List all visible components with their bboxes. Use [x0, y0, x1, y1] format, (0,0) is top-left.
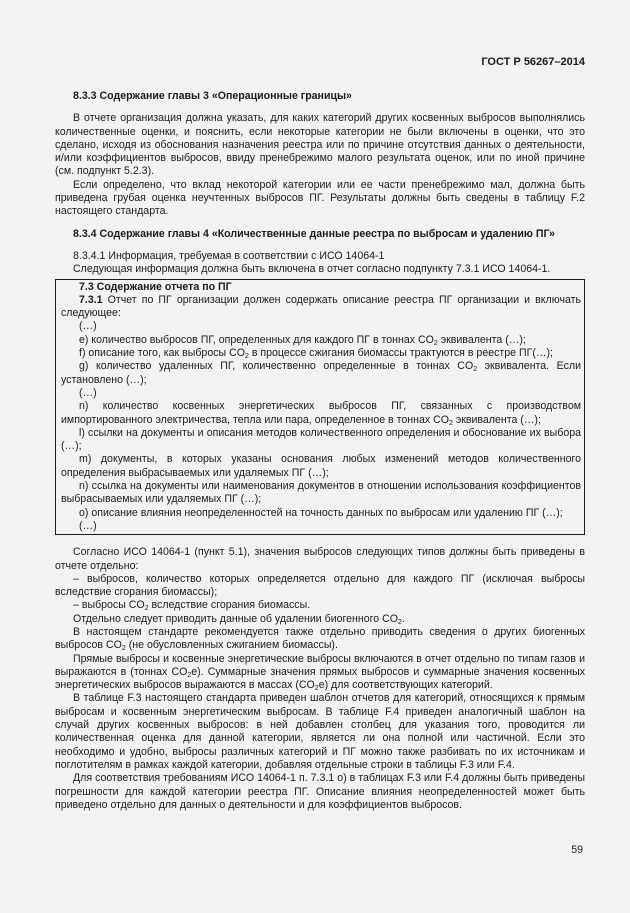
paragraph: В таблице F.3 настоящего стандарта приведен шаблон отчетов для категорий, относящихся к прямым выбросам и косвенным энергетическим выбросам. В таблице F.4 приведен аналогичный шаблон на случай других косвенных выбросов: в ней добавлен столбец для указания того, проводится ли количественная оценка для данной категории, является ли она полной или частичной. Если это необходимо и удобно, выбросы различных категорий и ПГ можно также разбивать по их источникам и поглотителям в рамках каждой категории, добавляя отдельные строки в таблицы F.3 или F.4.: [55, 692, 585, 771]
list-item-f: f) описание того, как выбросы $CO_2$ в процессе сжигания биомассы трактуются в реестре ПГ(…);: [79, 347, 553, 361]
list-item-e: е) количество выбросов ПГ, определенных для каждого ПГ в тоннах $CO_2$ эквивалента (…);: [79, 333, 526, 347]
quote-box: [55, 279, 585, 536]
ellipsis: (…): [79, 320, 97, 333]
page-number: 59: [571, 844, 583, 856]
paragraph: Согласно ИСО 14064-1 (пункт 5.1), значения выбросов следующих типов должны быть приведены в отчете отдельно:: [55, 546, 585, 572]
quote-lead-number: 7.3.1: [79, 293, 103, 306]
list-item-o: о) описание влияния неопределенностей на точность данных по выбросам или удалению ПГ (…);: [79, 506, 563, 519]
paragraph: В настоящем стандарте рекомендуется также отдельно приводить сведения о других биогенных выбросов $CO_2$ (не обусловленных сжиганием биомассы).: [55, 625, 585, 653]
paragraph: Для соответствия требованиям ИСО 14064-1 п. 7.3.1 о) в таблицах F.3 или F.4 должны быть приведены погрешности для каждой категории реестра ПГ. Описание влияния неопределенностей может быть приведено отдельно для данных о деятельности и для коэффициентов выбросов.: [55, 772, 585, 811]
paragraph: 8.3.4.1 Информация, требуемая в соответствии с ИСО 14064-1: [73, 249, 385, 262]
document-id: ГОСТ Р 56267–2014: [481, 56, 585, 68]
paragraph: Отдельно следует приводить данные об удалении биогенного $CO_2$.: [73, 612, 405, 626]
list-item-g: g) количество удаленных ПГ, количественно определенные в тоннах $CO_2$ эквивалента. Если установлено (…);: [61, 360, 581, 386]
list-item-m: m) документы, в которых указаны основания любых изменений методов количественного определения выбрасываемых или удаляемых ПГ (…);: [61, 453, 581, 479]
heading-8-3-4: 8.3.4 Содержание главы 4 «Количественные данные реестра по выбросам и удалению ПГ»: [73, 227, 555, 240]
quote-title: 7.3 Содержание отчета по ПГ: [79, 280, 232, 293]
heading-8-3-3: 8.3.3 Содержание главы 3 «Операционные границы»: [73, 90, 352, 102]
ellipsis: (…): [79, 519, 97, 532]
list-item-n2: n) ссылка на документы или наименования документов в отношении использования коэффициентов выбрасываемых или удаляемых ПГ (…);: [61, 480, 581, 506]
paragraph: Если определено, что вклад некоторой категории или ее части пренебрежимо мал, должна быть приведена грубая оценка неучтенных выбросов ПГ. Результаты должны быть сведены в таблицу F.2 настоящего стандарта.: [55, 178, 585, 218]
quote-lead: 7.3.1 Отчет по ПГ организации должен содержать описание реестра ПГ организации и включать следующее:: [61, 293, 581, 320]
list-item: – выбросов, количество которых определяется отдельно для каждого ПГ (исключая выбросы вследствие сгорания биомассы);: [55, 572, 585, 599]
paragraph: Следующая информация должна быть включена в отчет согласно подпункту 7.3.1 ИСО 14064-1.: [73, 263, 551, 276]
list-item-l: l) ссылки на документы и описания методов количественного определения и обоснование их выбора (…);: [61, 426, 581, 453]
list-item: – выбросы $CO_2$ вследствие сгорания биомассы.: [73, 599, 311, 613]
ellipsis: (…): [79, 386, 97, 399]
paragraph: Прямые выбросы и косвенные энергетические выбросы включаются в отчет отдельно по типам газов и выражаются в (тоннах $CO_2е$). Суммарные значения прямых выбросов и суммарные значения косвенных энергетических выбросов выражаются в массах $(CO_2е)$ для соответствующих категорий.: [55, 652, 586, 693]
after-box-section: [55, 546, 585, 812]
list-item-n1: n) количество косвенных энергетических выбросов ПГ, связанных с производством импортированного электричества, тепла или пара, определенное в тоннах $CO_2$ эквивалента (…);: [61, 400, 581, 427]
paragraph: В отчете организация должна указать, для каких категорий других косвенных выбросов выполнялись количественные оценки, и пояснить, если некоторые категории не были включены в оценки, что это сделано, исходя из обоснования назначения реестра или по причине отсутствия данных о деятельности, и/или коэффициентов выбросов, ввиду пренебрежимо малого результата оценок, или по иной причине (см. подпункт 5.2.3).: [55, 112, 585, 178]
page-content: [55, 90, 585, 812]
